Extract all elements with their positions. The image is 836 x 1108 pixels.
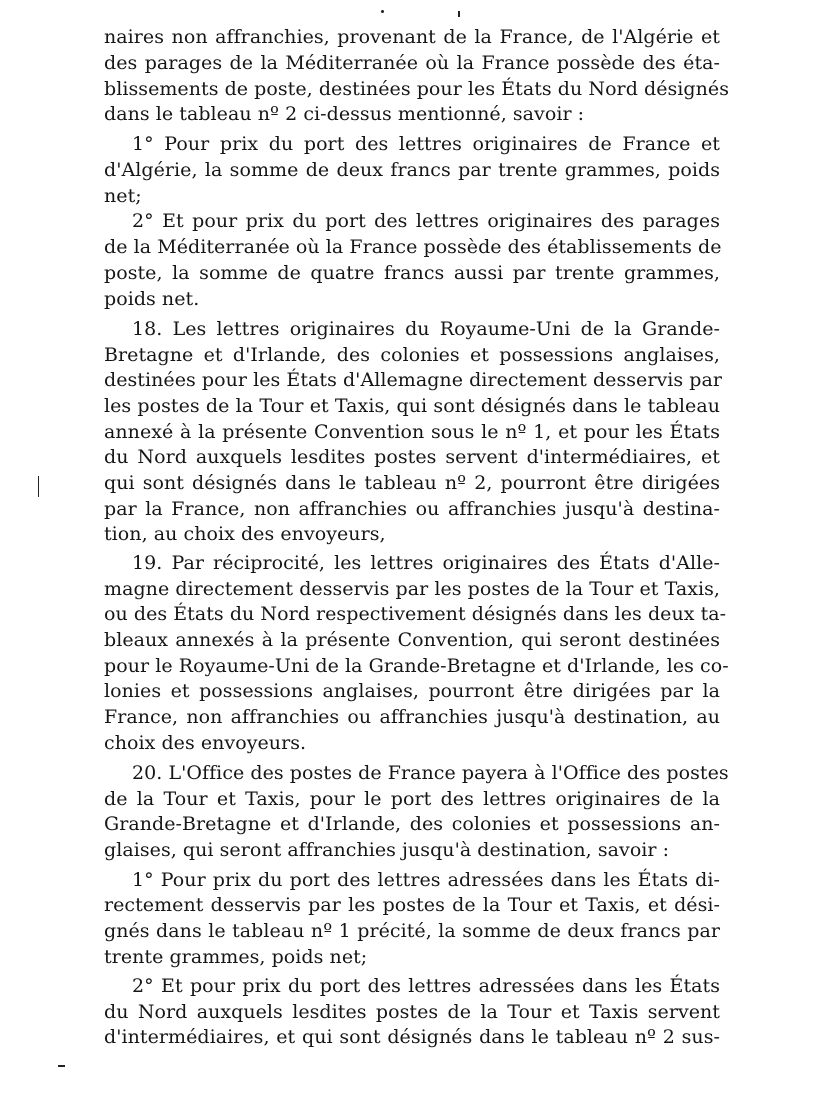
text-line: 1° Pour prix du port des lettres originaires de France et <box>132 133 720 155</box>
text-line: annexé à la présente Convention sous le nº 1, et pour les États <box>104 421 720 443</box>
text-line: choix des envoyeurs. <box>104 732 307 754</box>
text-line: poids net. <box>104 288 200 310</box>
text-line: de la Tour et Taxis, pour le port des lettres originaires de la <box>104 788 720 810</box>
text-line: 19. Par réciprocité, les lettres originaires des États d'Alle- <box>132 552 720 574</box>
scan-speck <box>38 476 39 497</box>
text-line: glaises, qui seront affranchies jusqu'à destination, savoir : <box>104 839 670 861</box>
text-line: magne directement desservis par les postes de la Tour et Taxis, <box>104 578 720 600</box>
text-line: tion, au choix des envoyeurs, <box>104 523 386 545</box>
scan-speck <box>58 1065 65 1067</box>
text-line: 2° Et pour prix du port des lettres adressées dans les États <box>132 975 720 997</box>
text-line: net; <box>104 185 142 207</box>
text-line: bleaux annexés à la présente Convention, qui seront destinées <box>104 629 720 651</box>
text-line: qui sont désignés dans le tableau nº 2, pourront être dirigées <box>104 472 720 494</box>
text-line: destinées pour les États d'Allemagne directement desservis par <box>104 369 723 391</box>
text-line: du Nord auxquels lesdites postes servent d'intermédiaires, et <box>104 446 720 468</box>
scan-speck <box>381 10 384 13</box>
text-line: 18. Les lettres originaires du Royaume-Uni de la Grande- <box>132 318 720 340</box>
text-line: ou des États du Nord respectivement désignés dans les deux ta- <box>104 603 727 625</box>
text-line: poste, la somme de quatre francs aussi par trente grammes, <box>104 262 720 284</box>
scan-speck <box>458 11 460 17</box>
text-line: les postes de la Tour et Taxis, qui sont désignés dans le tableau <box>104 395 720 417</box>
text-line: Bretagne et d'Irlande, des colonies et possessions anglaises, <box>104 344 720 366</box>
text-line: blissements de poste, destinées pour les États du Nord désignés <box>104 78 730 100</box>
text-line: par la France, non affranchies ou affranchies jusqu'à destina- <box>104 498 720 520</box>
text-line: gnés dans le tableau nº 1 précité, la somme de deux francs par <box>104 920 720 942</box>
text-line: 2° Et pour prix du port des lettres originaires des parages <box>132 210 720 232</box>
text-line: France, non affranchies ou affranchies jusqu'à destination, au <box>104 706 720 728</box>
text-line: naires non affranchies, provenant de la France, de l'Algérie et <box>104 26 720 48</box>
text-line: de la Méditerranée où la France possède des établissements de <box>104 236 722 258</box>
text-line: d'intermédiaires, et qui sont désignés dans le tableau nº 2 sus- <box>104 1026 720 1048</box>
text-line: du Nord auxquels lesdites postes de la Tour et Taxis servent <box>104 1001 720 1023</box>
text-line: pour le Royaume-Uni de la Grande-Bretagne et d'Irlande, les co- <box>104 655 729 677</box>
text-line: lonies et possessions anglaises, pourront être dirigées par la <box>104 680 720 702</box>
text-line: dans le tableau nº 2 ci-dessus mentionné, savoir : <box>104 103 585 125</box>
text-line: des parages de la Méditerranée où la France possède des éta- <box>104 52 720 74</box>
text-line: rectement desservis par les postes de la Tour et Taxis, et dési- <box>104 894 720 916</box>
text-line: d'Algérie, la somme de deux francs par trente grammes, poids <box>104 159 720 181</box>
text-line: 1° Pour prix du port des lettres adressées dans les États di- <box>132 869 720 891</box>
text-line: Grande-Bretagne et d'Irlande, des colonies et possessions an- <box>104 813 720 835</box>
text-line: 20. L'Office des postes de France payera à l'Office des postes <box>132 762 729 784</box>
text-line: trente grammes, poids net; <box>104 946 368 968</box>
